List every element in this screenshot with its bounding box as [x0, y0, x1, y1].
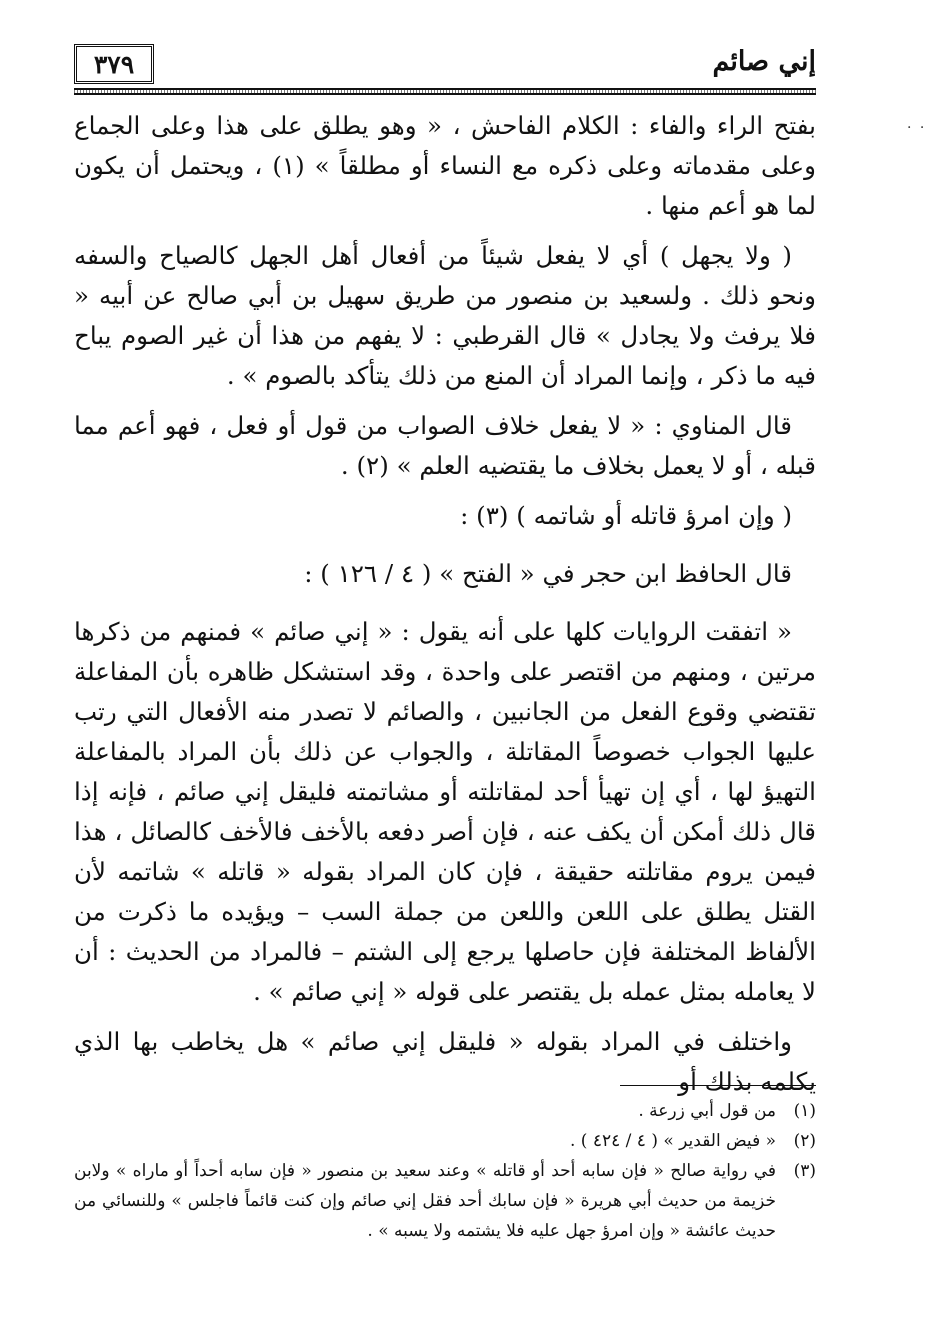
header-rule	[74, 88, 816, 95]
paragraph-7: واختلف في المراد بقوله « فليقل إني صائم » هل يخاطب بها الذي يكلمه بذلك أو	[74, 1027, 816, 1096]
margin-marks: · ·	[907, 120, 927, 136]
paragraph-4: ( وإن امرؤ قاتله أو شاتمه ) (٣) :	[460, 501, 792, 530]
footnote-text: « فيض القدير » ( ٤ / ٤٢٤ ) .	[569, 1131, 776, 1151]
footnote-text: في رواية صالح « فإن سابه أحد أو قاتله » وعند سعيد بن منصور « فإن سابه أحداً أو ماراه » ولابن خزيمة من حديث أبي هريرة « فإن سابك أحد فقل إني صائم وإن كنت قائماً فاجلس » وللنسائي من حديث عائشة « وإن امرؤ جهل عليه فلا يشتمه ولا يسبه » .	[74, 1161, 776, 1241]
footnote-1	[74, 1096, 816, 1126]
paragraph-5: قال الحافظ ابن حجر في « الفتح » ( ٤ / ١٢٦ ) :	[304, 559, 792, 588]
paragraph-3: قال المناوي : « لا يفعل خلاف الصواب من قول أو فعل ، فهو أعم مما قبله ، أو لا يعمل بخلاف ما يقتضيه العلم » (٢) .	[74, 411, 816, 480]
main-text	[74, 106, 816, 1112]
footnotes	[74, 1096, 816, 1246]
footnote-2	[74, 1126, 816, 1156]
footnote-number: (٣)	[793, 1161, 816, 1181]
page-number: ٣٧٩	[74, 44, 154, 84]
footnote-separator	[620, 1085, 816, 1086]
paragraph-6: « اتفقت الروايات كلها على أنه يقول : « إني صائم » فمنهم من ذكرها مرتين ، ومنهم من اقتصر على واحدة ، وقد استشكل ظاهره بأن المفاعلة تقتضي وقوع الفعل من الجانبين ، والصائم لا تصدر منه الأفعال التي رتب عليها الجواب خصوصاً المقاتلة ، والجواب عن ذلك بأن المراد بالمفاعلة التهيؤ لها ، أي إن تهيأ أحد لمقاتلته أو مشاتمته فليقل إني صائم ، فإنه إذا قال ذلك أمكن أن يكف عنه ، فإن أصر دفعه بالأخف فالأخف كالصائل ، هذا فيمن يروم مقاتلته حقيقة ، فإن كان المراد بقوله « قاتله » شاتمه لأن القتل يطلق على اللعن واللعن من جملة السب – ويؤيده ما ذكرت من الألفاظ المختلفة فإن حاصلها يرجع إلى الشتم – فالمراد من الحديث : أن لا يعامله بمثل عمله بل يقتصر على قوله « إني صائم » .	[74, 617, 816, 1006]
running-title: إني صائم	[712, 46, 816, 77]
footnote-number: (٢)	[793, 1131, 816, 1151]
footnote-3	[74, 1156, 816, 1246]
footnote-text: من قول أبي زرعة .	[638, 1101, 776, 1121]
footnote-number: (١)	[793, 1101, 816, 1121]
page-header	[74, 44, 816, 86]
paragraph-2: ( ولا يجهل ) أي لا يفعل شيئاً من أفعال أهل الجهل كالصياح والسفه ونحو ذلك . ولسعيد بن منصور من طريق سهيل بن أبي صالح عن أبيه « فلا يرفث ولا يجادل » قال القرطبي : لا يفهم من هذا أن غير الصوم يباح فيه ما ذكر ، وإنما المراد أن المنع من ذلك يتأكد بالصوم » .	[74, 241, 816, 390]
paragraph-1: بفتح الراء والفاء : الكلام الفاحش ، « وهو يطلق على هذا وعلى الجماع وعلى مقدماته وعلى ذكره مع النساء أو مطلقاً » (١) ، ويحتمل أن يكون لما هو أعم منها .	[74, 111, 816, 220]
